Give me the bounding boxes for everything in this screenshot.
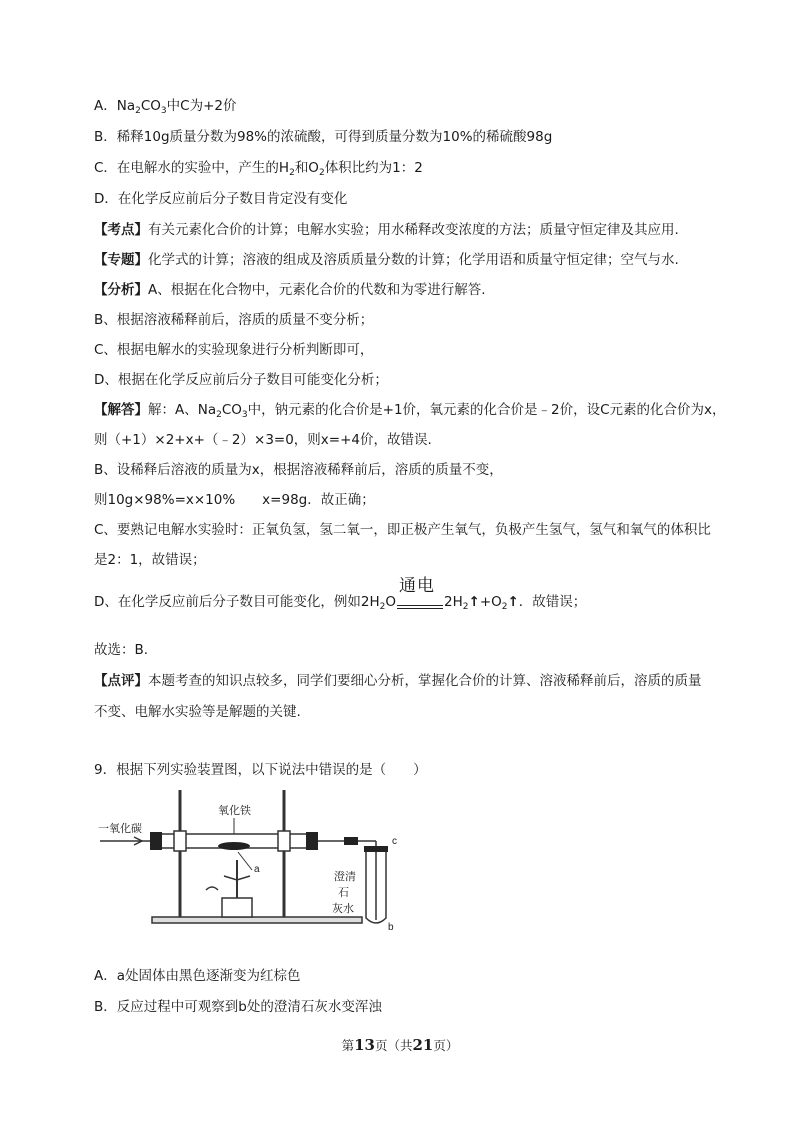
- fenxi-d: D、根据在化学反应前后分子数目可能变化分析；: [94, 372, 388, 388]
- experiment-apparatus-diagram: [94, 780, 414, 940]
- label-limewater-3: 灰水: [332, 903, 354, 915]
- question-9-option-a: A．a处固体由黑色逐渐变为红棕色: [94, 968, 301, 984]
- jieda-2: 则（+1）×2+x+（﹣2）×3=0，则x=+4价，故错误.: [94, 432, 432, 448]
- option-a-prev: A．$Na_2CO_3$中C为+2价: [94, 98, 237, 116]
- label-limewater-1: 澄清: [334, 871, 356, 883]
- label-fe2o3: 氧化铁: [218, 805, 251, 817]
- jieda-c2: 是2：1，故错误；: [94, 552, 206, 568]
- option-b-prev: B．稀释10g质量分数为98%的浓硫酸，可得到质量分数为10%的稀硫酸98g: [94, 129, 553, 145]
- question-9-option-b: B．反应过程中可观察到b处的澄清石灰水变浑浊: [94, 999, 382, 1015]
- dianping: 【点评】本题考查的知识点较多，同学们要细心分析，掌握化合价的计算、溶液稀释前后，溶质的质量: [94, 673, 702, 689]
- page-footer: 第13页（共21页）: [341, 1036, 459, 1054]
- jieda-b1: B、设稀释后溶液的质量为x，根据溶液稀释前后，溶质的质量不变，: [94, 462, 503, 478]
- fenxi: 【分析】A、根据在化合物中，元素化合价的代数和为零进行解答.: [94, 282, 486, 298]
- label-a: a: [254, 864, 260, 875]
- kaodian: 【考点】有关元素化合价的计算；电解水实验；用水稀释改变浓度的方法；质量守恒定律及其应用.: [94, 222, 679, 238]
- jieda-c1: C、要熟记电解水实验时：正氧负氢，氢二氧一，即正极产生氧气，负极产生氢气，氢气和氧气的体积比: [94, 522, 711, 538]
- jieda: 【解答】解：A、$Na_2CO_3$中，钠元素的化合价是+1价，氧元素的化合价是﹣2价，设C元素的化合价为x，: [94, 402, 726, 420]
- label-b: b: [388, 922, 394, 933]
- question-9-stem: 9．根据下列实验装置图，以下说法中错误的是（ ）: [94, 762, 427, 778]
- jieda-d: D、在化学反应前后分子数目可能变化，例如$2H_2O$ 通电 $2H_2↑+O_2↑$．故错误；: [94, 576, 587, 612]
- fenxi-c: C、根据电解水的实验现象进行分析判断即可，: [94, 342, 374, 358]
- fenxi-b: B、根据溶液稀释前后，溶质的质量不变分析；: [94, 312, 374, 328]
- option-d-prev: D．在化学反应前后分子数目肯定没有变化: [94, 191, 348, 207]
- page-number: 13: [354, 1036, 375, 1054]
- dianping-2: 不变、电解水实验等是解题的关键.: [94, 704, 301, 720]
- label-co: 一氧化碳: [98, 823, 142, 835]
- zhuanti: 【专题】化学式的计算；溶液的组成及溶质质量分数的计算；化学用语和质量守恒定律；空气与水.: [94, 252, 679, 268]
- page-total: 21: [412, 1036, 434, 1054]
- label-c: c: [392, 836, 397, 847]
- reaction-condition: 通电: [397, 592, 443, 612]
- answer: 故选：B.: [94, 642, 149, 658]
- jieda-b2: 则10g×98%=x×10% x=98g．故正确；: [94, 492, 375, 508]
- option-c-prev: C．在电解水的实验中，产生的$H_2$和$O_2$体积比约为1：2: [94, 160, 423, 178]
- label-limewater-2: 石: [338, 887, 349, 899]
